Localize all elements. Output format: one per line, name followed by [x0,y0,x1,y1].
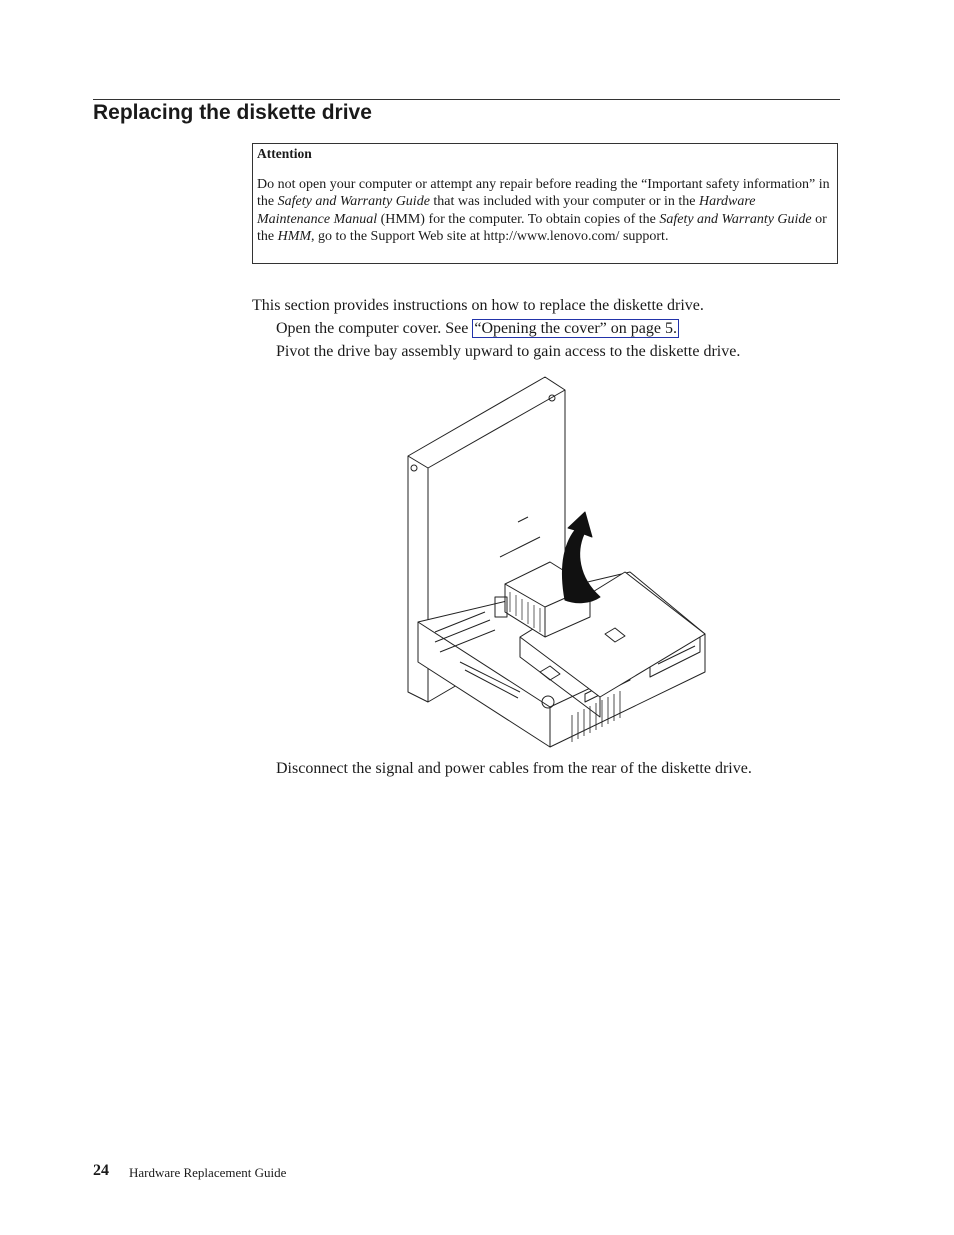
computer-drive-bay-pivot-illustration [400,372,715,752]
step-1: Open the computer cover. See “Opening the cover” on page 5. [276,320,677,337]
opening-cover-link[interactable]: “Opening the cover” on page 5. [474,320,677,337]
step-2: Pivot the drive bay assembly upward to gain access to the diskette drive. [276,343,741,360]
intro-paragraph: This section provides instructions on how to replace the diskette drive. [252,297,704,314]
footer-doc-title: Hardware Replacement Guide [129,1165,287,1180]
attention-notice [252,143,838,264]
drive-bay-pivot-figure [400,372,715,752]
step-3: Disconnect the signal and power cables from the rear of the diskette drive. [276,760,752,777]
section-rule [93,99,840,100]
attention-body: Do not open your computer or attempt any repair before reading the “Important safety information” in the Safety and Warranty Guide that was included with your computer or in the Hardware Maintenance Manual (HMM) for the computer. To obtain copies of the Safety and Warranty Guide or the HMM, go to the Support Web site at http://www.lenovo.com/ support. [257,177,830,244]
page-title: Replacing the diskette drive [93,101,372,124]
page-number: 24 [93,1162,109,1179]
attention-heading: Attention [257,146,312,161]
